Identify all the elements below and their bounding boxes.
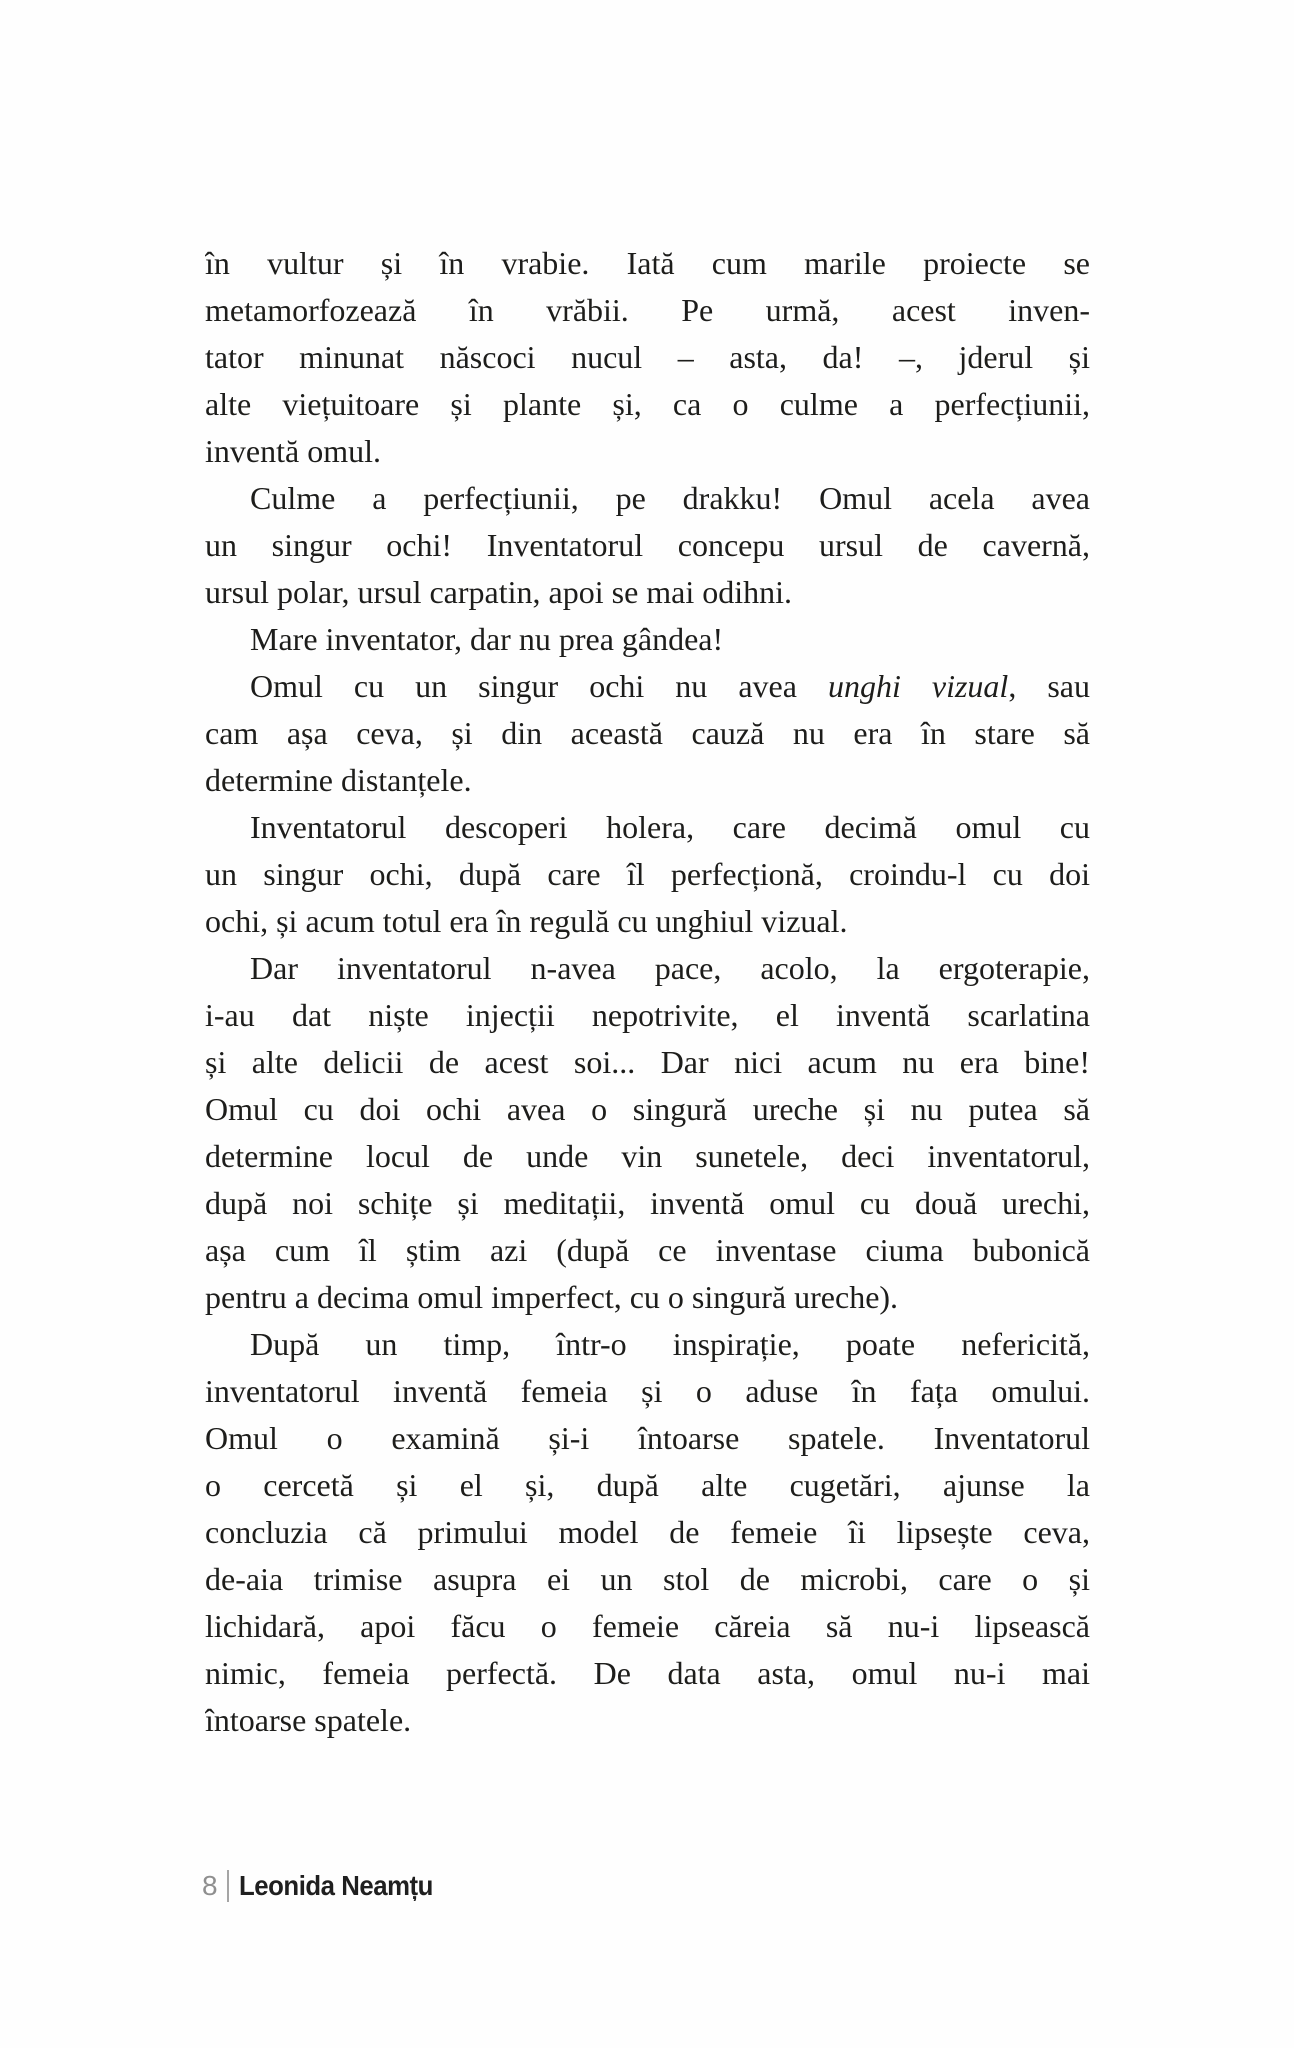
- text-line: După un timp, într-o inspirație, poate nefericită,: [250, 1326, 1090, 1362]
- author-name: Leonida Neamțu: [238, 1870, 433, 1901]
- text-line: determine distanțele.: [205, 762, 472, 798]
- text-line: inventă omul.: [205, 433, 381, 469]
- text-line: Culme a perfecțiunii, pe drakku! Omul acela avea: [250, 480, 1090, 516]
- text-line: determine locul de unde vin sunetele, deci inventatorul,: [205, 1138, 1090, 1174]
- text-line: Omul o examină și-i întoarse spatele. Inventatorul: [205, 1420, 1090, 1456]
- text-line: concluzia că primului model de femeie îi lipsește ceva,: [205, 1514, 1090, 1550]
- text-line: inventatorul inventă femeia și o aduse în fața omului.: [205, 1373, 1090, 1409]
- footer-separator-bar: [227, 1870, 229, 1902]
- text-segment: , sau: [1008, 668, 1090, 704]
- text-line: o cercetă și el și, după alte cugetări, ajunse la: [205, 1467, 1090, 1503]
- text-segment: Omul cu un singur ochi nu avea: [250, 668, 828, 704]
- text-line: Omul cu doi ochi avea o singură ureche și nu putea să: [205, 1091, 1090, 1127]
- text-line: tator minunat născoci nucul – asta, da! –, jderul și: [205, 339, 1090, 375]
- text-line: nimic, femeia perfectă. De data asta, omul nu-i mai: [205, 1655, 1090, 1691]
- text-line: pentru a decima omul imperfect, cu o singură ureche).: [205, 1279, 899, 1315]
- text-line: după noi schițe și meditații, inventă omul cu două urechi,: [205, 1185, 1090, 1221]
- text-line: ursul polar, ursul carpatin, apoi se mai odihni.: [205, 574, 793, 610]
- page-text-block: [205, 240, 1090, 1744]
- text-line: întoarse spatele.: [205, 1702, 412, 1738]
- text-line: de-aia trimise asupra ei un stol de microbi, care o și: [205, 1561, 1090, 1597]
- text-line: și alte delicii de acest soi... Dar nici acum nu era bine!: [205, 1044, 1090, 1080]
- text-line: un singur ochi! Inventatorul concepu ursul de cavernă,: [205, 527, 1090, 563]
- text-line: ochi, și acum totul era în regulă cu unghiul vizual.: [205, 903, 848, 939]
- italic-text: unghi vizual: [827, 668, 1009, 704]
- text-line: lichidară, apoi făcu o femeie căreia să nu-i lipsească: [205, 1608, 1090, 1644]
- page-number: 8: [202, 1870, 218, 1901]
- text-line: Dar inventatorul n-avea pace, acolo, la ergoterapie,: [250, 950, 1090, 986]
- text-line: în vultur și în vrabie. Iată cum marile proiecte se: [205, 245, 1090, 281]
- text-line: așa cum îl știm azi (după ce inventase ciuma bubonică: [205, 1232, 1090, 1268]
- text-line: Mare inventator, dar nu prea gândea!: [250, 621, 724, 657]
- text-line: alte viețuitoare și plante și, ca o culme a perfecțiunii,: [205, 386, 1090, 422]
- page-footer: [202, 1869, 449, 1903]
- text-line: [205, 663, 1090, 710]
- text-line: un singur ochi, după care îl perfecționă, croindu-l cu doi: [205, 856, 1090, 892]
- text-line: cam așa ceva, și din această cauză nu era în stare să: [205, 715, 1090, 751]
- text-line: metamorfozează în vrăbii. Pe urmă, acest inven-: [205, 292, 1090, 328]
- text-line: i-au dat niște injecții nepotrivite, el inventă scarlatina: [205, 997, 1090, 1033]
- text-line: Inventatorul descoperi holera, care decimă omul cu: [250, 809, 1090, 845]
